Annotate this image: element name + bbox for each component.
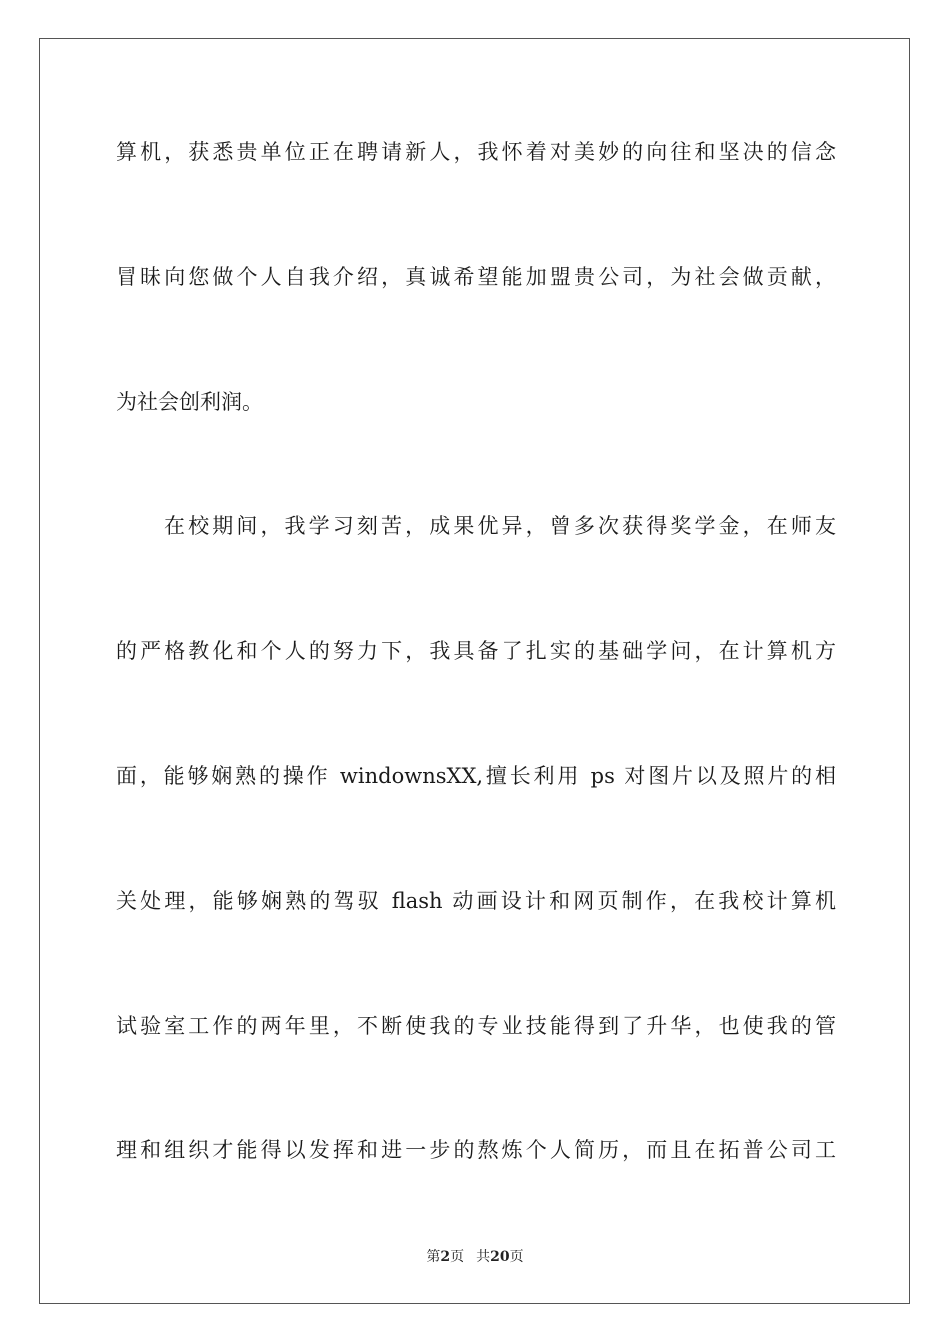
paragraph-line-9: 理和组织才能得以发挥和进一步的熬炼个人简历，而且在拓普公司工 <box>116 1138 836 1162</box>
footer-page-number: 2 <box>440 1249 451 1265</box>
footer-total-pages: 20 <box>490 1249 510 1265</box>
paragraph-line-1: 算机，获悉贵单位正在聘请新人，我怀着对美妙的向往和坚决的信念 <box>116 140 836 164</box>
footer-page-prefix: 第 <box>426 1249 441 1265</box>
paragraph-line-2: 冒昧向您做个人自我介绍，真诚希望能加盟贵公司，为社会做贡献， <box>116 265 836 289</box>
page-border <box>39 38 910 1304</box>
paragraph-line-7: 关处理，能够娴熟的驾驭 flash 动画设计和网页制作，在我校计算机 <box>116 889 836 913</box>
paragraph-line-3: 为社会创利润。 <box>116 390 263 414</box>
paragraph-line-6: 面，能够娴熟的操作 windownsXX,擅长利用 ps 对图片以及照片的相 <box>116 764 836 788</box>
paragraph-line-8: 试验室工作的两年里，不断使我的专业技能得到了升华，也使我的管 <box>116 1014 836 1038</box>
page-footer <box>0 1248 950 1266</box>
footer-page-suffix: 页 <box>450 1249 465 1265</box>
paragraph-line-4: 在校期间，我学习刻苦，成果优异，曾多次获得奖学金，在师友 <box>164 514 836 538</box>
footer-total-suffix: 页 <box>509 1249 524 1265</box>
paragraph-line-5: 的严格教化和个人的努力下，我具备了扎实的基础学问，在计算机方 <box>116 639 836 663</box>
footer-total-prefix: 共 <box>476 1249 491 1265</box>
